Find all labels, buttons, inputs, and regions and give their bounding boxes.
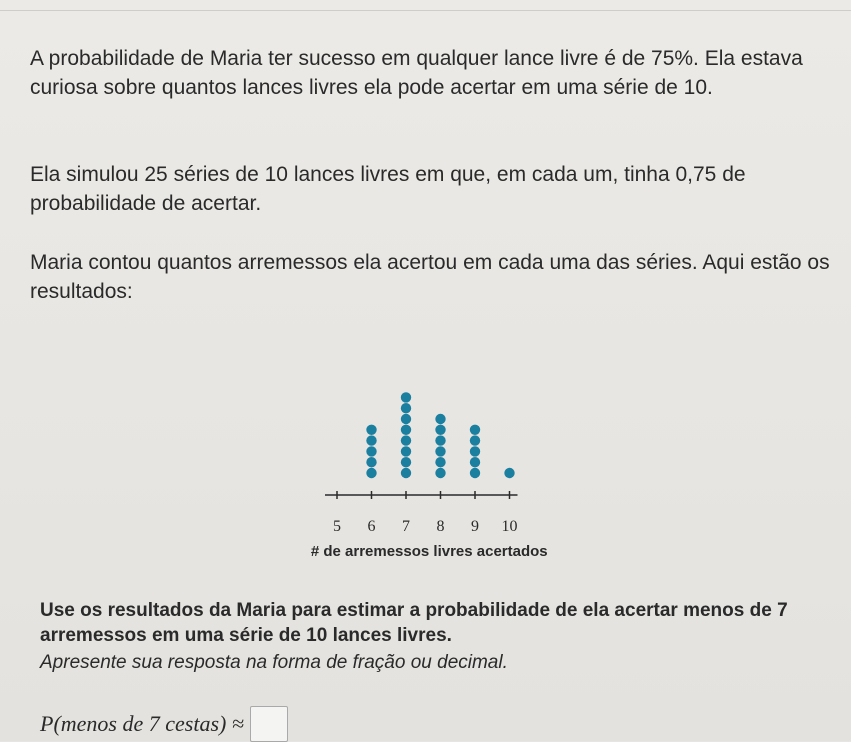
x-tick-label: 5 [333, 518, 341, 535]
x-axis-ticks [333, 491, 518, 535]
x-tick-label: 6 [367, 518, 376, 535]
data-dot [504, 468, 514, 478]
data-dot [470, 435, 480, 445]
data-dot [366, 457, 376, 467]
data-dot [435, 414, 445, 424]
x-tick-label: 10 [501, 518, 518, 535]
data-dot [401, 392, 411, 402]
data-dot [435, 425, 445, 435]
answer-row [40, 706, 288, 742]
x-axis-title: # de arremessos livres acertados [310, 543, 548, 560]
answer-label: P(menos de 7 cestas) ≈ [40, 711, 244, 736]
intro-paragraph-3: Maria contou quantos arremessos ela acertou em cada uma das séries. Aqui estão os resultados: [30, 251, 830, 303]
x-tick-label: 9 [471, 518, 479, 535]
data-dot [470, 457, 480, 467]
question-prompt: Use os resultados da Maria para estimar a probabilidade de ela acertar menos de 7 arremessos em uma série de 10 lances livres. [40, 600, 788, 646]
data-dot [401, 446, 411, 456]
data-dot [401, 425, 411, 435]
dot-plot [300, 345, 580, 565]
data-dot [435, 457, 445, 467]
data-dot [470, 446, 480, 456]
intro-paragraph-2: Ela simulou 25 séries de 10 lances livres em que, em cada um, tinha 0,75 de probabilidade de acertar. [30, 163, 746, 215]
data-dot [401, 468, 411, 478]
data-dot [366, 446, 376, 456]
data-dot [435, 435, 445, 445]
data-dot [366, 435, 376, 445]
top-divider [0, 10, 851, 11]
x-tick-label: 8 [436, 518, 445, 535]
x-tick-label: 7 [402, 518, 410, 535]
data-dot [470, 425, 480, 435]
data-dot [435, 446, 445, 456]
data-dot [470, 468, 480, 478]
data-dot [401, 457, 411, 467]
data-dot [401, 435, 411, 445]
question-instruction: Apresente sua resposta na forma de fração ou decimal. [40, 652, 508, 673]
data-dot [366, 425, 376, 435]
answer-input[interactable] [250, 706, 288, 742]
data-dot [401, 403, 411, 413]
data-dot [366, 468, 376, 478]
intro-paragraph-1: A probabilidade de Maria ter sucesso em qualquer lance livre é de 75%. Ela estava curiosa sobre quantos lances livres ela pode acertar em uma série de 10. [30, 47, 803, 99]
dot-group [366, 392, 514, 478]
data-dot [401, 414, 411, 424]
data-dot [435, 468, 445, 478]
